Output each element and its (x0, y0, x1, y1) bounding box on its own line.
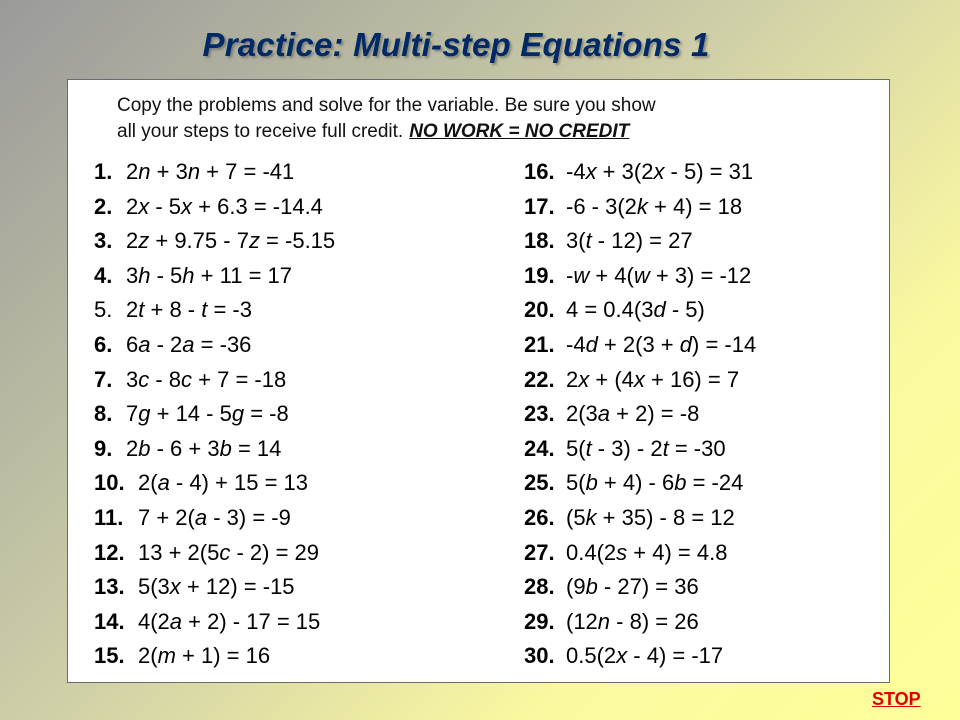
page-title: Practice: Multi-step Equations 1 (202, 26, 710, 63)
problem-number: 30. (524, 643, 555, 669)
problem-equation: 3(t - 12) = 27 (566, 228, 693, 254)
problem-number: 12. (94, 539, 125, 565)
problem-equation: 0.4(2s + 4) = 4.8 (566, 539, 728, 565)
problem-item (524, 363, 756, 398)
problem-equation: 2n + 3n + 7 = -41 (126, 159, 295, 184)
problem-equation: 2(3a + 2) = -8 (566, 401, 700, 427)
problem-number: 22. (524, 366, 555, 392)
problem-item (94, 605, 335, 640)
problem-number: 24. (524, 435, 555, 461)
problem-item (94, 224, 335, 259)
problem-item (524, 536, 756, 571)
problem-equation: -w + 4(w + 3) = -12 (566, 262, 752, 288)
problem-number: 7. (94, 366, 113, 392)
problem-item (524, 190, 756, 225)
problem-number: 8. (94, 401, 113, 427)
problem-equation: 5(t - 3) - 2t = -30 (566, 435, 726, 461)
problem-number: 18. (524, 228, 555, 254)
problem-number: 9. (94, 435, 113, 461)
no-work-no-credit-note: NO WORK = NO CREDIT (409, 121, 630, 142)
problems-panel (67, 79, 890, 683)
problem-item (524, 259, 756, 294)
problem-equation: 0.5(2x - 4) = -17 (566, 643, 724, 669)
problem-equation: 5(b + 4) - 6b = -24 (566, 470, 744, 496)
problem-equation: 2b - 6 + 3b = 14 (126, 435, 282, 461)
problem-equation: 2x + (4x + 16) = 7 (566, 366, 740, 392)
problem-item (524, 328, 756, 363)
problem-item (94, 259, 335, 294)
problem-number: 11. (94, 504, 124, 530)
problem-number: 17. (524, 193, 555, 219)
problem-item (524, 605, 756, 640)
problem-item (524, 155, 756, 190)
problem-equation: 2x - 5x + 6.3 = -14.4 (126, 193, 323, 219)
instructions (117, 93, 847, 145)
instructions-line-1: Copy the problems and solve for the variable. Be sure you show (117, 95, 656, 116)
problem-number: 28. (524, 574, 555, 600)
problem-item (94, 501, 335, 536)
problem-item (524, 466, 756, 501)
problem-item (524, 397, 756, 432)
problem-equation: 2(a - 4) + 15 = 13 (138, 470, 309, 496)
problem-equation: 2t + 8 - t = -3 (126, 297, 252, 323)
problem-equation: 4 = 0.4(3d - 5) (566, 297, 705, 323)
problem-number: 6. (94, 331, 113, 357)
problem-item (94, 155, 335, 190)
problem-item (94, 293, 335, 328)
problem-item (94, 639, 335, 674)
problem-item (524, 639, 756, 674)
problem-item (524, 293, 756, 328)
problem-item (94, 570, 335, 605)
problem-item (94, 190, 335, 225)
problem-item (524, 224, 756, 259)
problem-item (94, 363, 335, 398)
problem-number: 21. (524, 331, 555, 357)
problem-item (94, 536, 335, 571)
problem-item (524, 432, 756, 467)
problem-equation: -4d + 2(3 + d) = -14 (566, 331, 757, 357)
problem-equation: 7g + 14 - 5g = -8 (126, 401, 289, 427)
problem-number: 1. (94, 159, 113, 184)
instructions-line-2 (117, 119, 847, 145)
problem-item (524, 501, 756, 536)
problem-item (524, 570, 756, 605)
problem-number: 27. (524, 539, 555, 565)
problem-equation: 3c - 8c + 7 = -18 (126, 366, 287, 392)
problem-item (94, 466, 335, 501)
problem-item (94, 432, 335, 467)
problem-equation: 7 + 2(a - 3) = -9 (138, 504, 291, 530)
problem-equation: (9b - 27) = 36 (566, 574, 699, 600)
stop-link[interactable]: STOP (872, 689, 921, 709)
problem-number: 29. (524, 608, 555, 634)
problem-equation: (12n - 8) = 26 (566, 608, 699, 634)
problem-item (94, 397, 335, 432)
problem-number: 16. (524, 159, 555, 184)
problem-number: 15. (94, 643, 125, 669)
problems-column-left (94, 155, 335, 674)
problem-equation: 2(m + 1) = 16 (138, 643, 271, 669)
problem-number: 3. (94, 228, 113, 254)
problem-number: 19. (524, 262, 555, 288)
problem-item (94, 328, 335, 363)
problem-equation: 5(3x + 12) = -15 (138, 574, 295, 600)
problem-number: 23. (524, 401, 555, 427)
problem-number: 20. (524, 297, 555, 323)
problem-equation: -4x + 3(2x - 5) = 31 (566, 159, 754, 184)
problem-number: 5. (94, 297, 113, 323)
problems-column-right (524, 155, 756, 674)
problem-equation: 6a - 2a = -36 (126, 331, 252, 357)
problem-number: 4. (94, 262, 113, 288)
problem-number: 26. (524, 504, 555, 530)
problem-equation: 3h - 5h + 11 = 17 (126, 262, 292, 288)
problem-equation: 4(2a + 2) - 17 = 15 (138, 608, 321, 634)
problem-equation: (5k + 35) - 8 = 12 (566, 504, 735, 530)
problem-equation: 13 + 2(5c - 2) = 29 (138, 539, 319, 565)
problem-equation: -6 - 3(2k + 4) = 18 (566, 193, 743, 219)
instructions-line-2-text: all your steps to receive full credit. (117, 121, 404, 142)
problem-number: 10. (94, 470, 125, 496)
problem-number: 25. (524, 470, 555, 496)
problem-number: 2. (94, 193, 113, 219)
problem-number: 14. (94, 608, 125, 634)
problem-equation: 2z + 9.75 - 7z = -5.15 (126, 228, 336, 254)
problem-number: 13. (94, 574, 125, 600)
